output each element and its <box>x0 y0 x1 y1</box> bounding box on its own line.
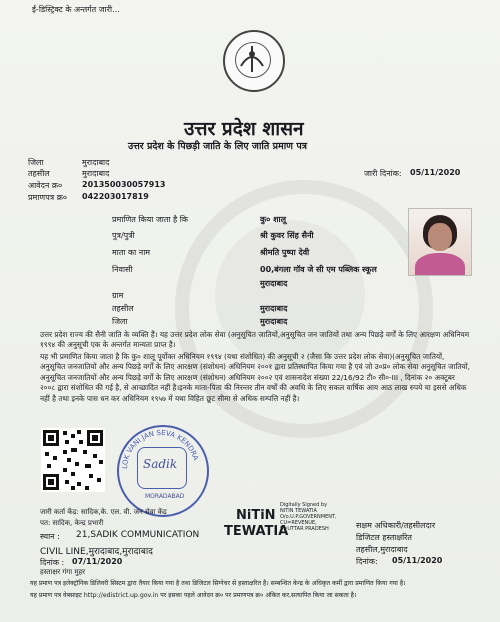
authority-office: तहसील,मुरादाबाद <box>356 545 408 554</box>
detail-label-parent: पुत्र/पुत्री <box>112 231 135 240</box>
certificate-label: प्रमाणपत्र क्र० <box>28 193 67 202</box>
father-name: श्री कुवर सिंह सैनी <box>260 231 314 240</box>
jan-seva-kendra-seal <box>117 425 209 517</box>
issue-date-label: जारी दिनांक: <box>364 169 402 178</box>
signature-note: हस्ताक्षर गंगा मुहर <box>40 568 86 576</box>
header-note: ई-डिस्ट्रिक्ट के अन्तर्गत जारी... <box>32 5 120 14</box>
detail-label-tehsil: तहसील <box>112 304 134 313</box>
applicant-photo <box>408 208 472 276</box>
holder-name: कु० शालू <box>260 215 287 224</box>
income-statement: यह भी प्रमाणित किया जाता है कि कु० शालू पूर्वोक्त अधिनियम १९९४ (यथा संशोधित) की अनुसूची २ (जैसा कि उत्तर प्रदेश लोक सेवा)(अनुसूचित जातियों, अनुसूचित जनजातियों और अन्य पिछड़े वर्गों के लिए आरक्षण (संशोधन) अधिनियम २००१ द्वारा प्रतिस्थापित किया गया है एवं जो उ०प्र० लोक सेवा अनुसूचित जातियों, अनुसूचित जनजातियों और अन्य पिछड़े वर्गों के लिए आरक्षण (संशोधन) अधिनियम २००२ एवं शासनादेश संख्या 22/16/92 टी० सी०-III , दिनांक २० अक्टूबर २००८ द्वारा संशोधित की गई है, से आच्छादित नहीं है।इनके माता-पिता की निरन्तर तीन वर्षों की अवधि के लिए सकल वार्षिक आय आठ लाख रुपये या इससे अधिक नहीं है तथा इनके पास धन कर अधिनियम १९५७ में यथा विहित छूट सीमा से अधिक सम्पत्ति नहीं है। <box>40 352 470 403</box>
issuer-line2: पत: सादिक, केन्द्र प्रभारी <box>40 519 104 527</box>
address-line2: मुरादाबाद <box>260 279 288 288</box>
seal-signature: Sadik <box>143 457 178 471</box>
authority-digital-note: डिजिटल हस्ताक्षरित <box>356 533 412 542</box>
footer-note-1: यह प्रमाण पत्र इलेक्ट्रॉनिक डिलिवरी सिस्टम द्वारा तैयार किया गया है तथा डिजिटल सिग्नेचर से हस्ताक्षरित है। सम्बन्धित केन्द्र के अधिकृत कर्मी द्वारा प्रमाणित किया गया है। <box>30 580 406 587</box>
place-label: स्थान : <box>40 532 60 541</box>
seal-ring-text: LOK VANI JAN SEVA KENDRA <box>120 428 200 470</box>
certificate-subtitle: उत्तर प्रदेश के पिछड़ी जाति के लिए जाति प्रमाण पत्र <box>128 141 307 152</box>
digital-signer-name: NiTiN <box>236 508 276 523</box>
authority-date-value: 05/11/2020 <box>392 556 443 565</box>
district-value: मुरादाबाद <box>82 158 110 167</box>
issuer-line1: जारी कर्ता केंद्र: सादिक,के. एल. वी. जन सेवा केंद्र <box>40 508 167 516</box>
mother-name: श्रीमति पुष्पा देवी <box>260 248 310 257</box>
digital-signature-detail: Digitally Signed by NITIN TEWATIA O/o.U.P.GOVERNMENT, CU=REVENUE, S=UTTAR PRADESH <box>280 502 337 532</box>
issuer-date-value: 07/11/2020 <box>72 557 123 566</box>
authority-title: सक्षम अधिकारी/तहसीलदार <box>356 521 436 530</box>
place-value-2: CIVIL LINE,मुरादाबाद,मुरादाबाद <box>40 547 153 557</box>
qr-code <box>41 428 105 492</box>
tehsil-label: तहसील <box>28 169 50 178</box>
digital-signer-surname: TEWATIA <box>224 524 289 539</box>
up-government-emblem <box>223 30 285 92</box>
address-line1: 00,बंगला गॉव जे सी एम पब्लिक स्कूल <box>260 265 377 274</box>
district-detail-value: मुरादाबाद <box>260 317 288 326</box>
tehsil-value: मुरादाबाद <box>82 169 110 178</box>
certificate-title: उत्तर प्रदेश शासन <box>184 118 304 140</box>
detail-label-mother: माता का नाम <box>112 248 151 257</box>
caste-statement: उत्तर प्रदेश राज्य की सैनी जाति के व्यक्ति हैं। यह उत्तर प्रदेश लोक सेवा (अनुसूचित जातियों,अनुसूचित जन जातियों तथा अन्य पिछड़े वर्गों के लिए आरक्षण अधिनियम १९९४ की अनुसूची एक के अन्तर्गत मान्यता प्राप्त है। <box>40 330 470 350</box>
application-number: 201350030057913 <box>82 180 166 189</box>
issuer-date-label: दिनांक : <box>40 558 65 567</box>
application-label: आवेदन क्र० <box>28 181 63 190</box>
detail-label-district: जिला <box>112 317 128 326</box>
certificate-number: 042203017819 <box>82 192 149 201</box>
detail-label-village: ग्राम <box>112 291 124 300</box>
district-label: जिला <box>28 158 44 167</box>
footer-note-2: यह प्रमाण पत्र वेबसाइट http://edistrict.up.gov.in पर इसका पहले आवेदन क्र० पर प्रमाणपत्र क्र० अंकित कर,सत्यापित किया जा सकता है। <box>30 592 357 599</box>
tehsil-detail-value: मुरादाबाद <box>260 304 288 313</box>
issue-date-value: 05/11/2020 <box>410 168 461 177</box>
detail-label-resident: निवासी <box>112 265 133 274</box>
place-value: 21,SADIK COMMUNICATION <box>76 530 200 540</box>
seal-city: MORADABAD <box>145 493 185 500</box>
detail-label-certified: प्रमाणित किया जाता है कि <box>112 215 189 224</box>
authority-date-label: दिनांक: <box>356 557 378 566</box>
